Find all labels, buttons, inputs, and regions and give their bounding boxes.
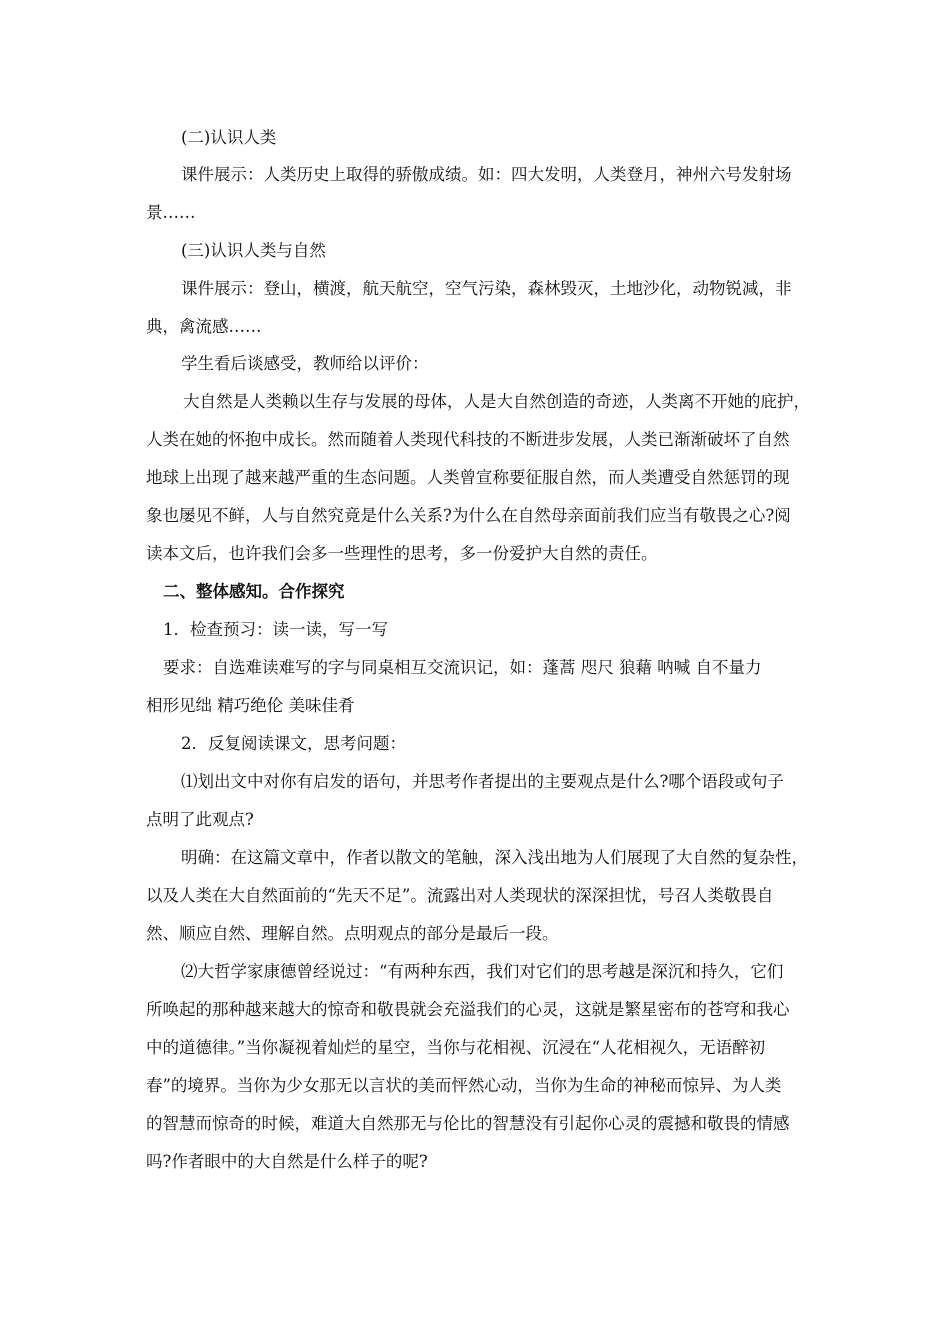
paragraph-line: 景…… <box>146 203 196 222</box>
paragraph-line: 大自然是人类赖以生存与发展的母体，人是大自然创造的奇迹，人类离不开她的庇护， <box>183 392 810 411</box>
paragraph-line: 吗?作者眼中的大自然是什么样子的呢? <box>146 1152 428 1171</box>
heading-humans-and-nature: (三)认识人类与自然 <box>181 241 326 260</box>
paragraph-line: 的智慧而惊奇的时候，难道大自然那无与伦比的智慧没有引起你心灵的震撼和敬畏的情感 <box>146 1114 790 1133</box>
list-item-preview-check: 1．检查预习：读一读，写一写 <box>163 620 388 639</box>
paragraph-line: 课件展示：登山，横渡，航天航空，空气污染，森林毁灭，土地沙化，动物锐减，非 <box>181 279 792 298</box>
paragraph-line: 以及人类在大自然面前的“先天不足”。流露出对人类现状的深深担忧，号召人类敬畏自 <box>146 886 774 905</box>
question-2: ⑵大哲学家康德曾经说过：“有两种东西，我们对它们的思考越是深沉和持久，它们 <box>181 962 784 981</box>
answer-paragraph: 明确：在这篇文章中，作者以散文的笔触，深入浅出地为人们展现了大自然的复杂性， <box>181 848 808 867</box>
section-heading-overall-perception: 二、整体感知。合作探究 <box>163 582 345 601</box>
paragraph-line: 典，禽流感…… <box>146 317 262 336</box>
paragraph-line: 课件展示：人类历史上取得的骄傲成绩。如：四大发明，人类登月，神州六号发射场 <box>181 165 792 184</box>
paragraph-line: 中的道德律。”当你凝视着灿烂的星空，当你与花相视、沉浸在“人花相视久，无语醉初 <box>146 1038 766 1057</box>
heading-recognize-humans: (二)认识人类 <box>181 128 277 147</box>
paragraph-line: 然、顺应自然、理解自然。点明观点的部分是最后一段。 <box>146 924 559 943</box>
paragraph-line: 地球上出现了越来越严重的生态问题。人类曾宣称要征服自然，而人类遭受自然惩罚的现 <box>146 468 790 487</box>
paragraph-line: 象也屡见不鲜，人与自然究竟是什么关系?为什么在自然母亲面前我们应当有敬畏之心?阅 <box>146 506 791 525</box>
question-1: ⑴划出文中对你有启发的语句，并思考作者提出的主要观点是什么?哪个语段或句子 <box>181 772 784 791</box>
list-item-reread-text: 2．反复阅读课文，思考问题： <box>181 734 406 753</box>
paragraph-line: 人类在她的怀抱中成长。然而随着人类现代科技的不断进步发展，人类已渐渐破坏了自然 <box>146 430 790 449</box>
paragraph-line: 点明了此观点? <box>146 810 254 829</box>
paragraph-line: 学生看后谈感受，教师给以评价： <box>181 354 429 373</box>
paragraph-line: 读本文后，也许我们会多一些理性的思考，多一份爱护大自然的责任。 <box>146 544 658 563</box>
paragraph-line: 所唤起的那种越来越大的惊奇和敬畏就会充溢我们的心灵，这就是繁星密布的苍穹和我心 <box>146 1000 790 1019</box>
paragraph-line: 春”的境界。当你为少女那无以言状的美而怦然心动，当你为生命的神秘而惊异、为人类 <box>146 1076 782 1095</box>
paragraph-line: 要求：自选难读难写的字与同桌相互交流识记，如：蓬蒿 咫尺 狼藉 呐喊 自不量力 <box>163 658 762 677</box>
paragraph-line: 相形见绌 精巧绝伦 美味佳肴 <box>146 696 355 715</box>
